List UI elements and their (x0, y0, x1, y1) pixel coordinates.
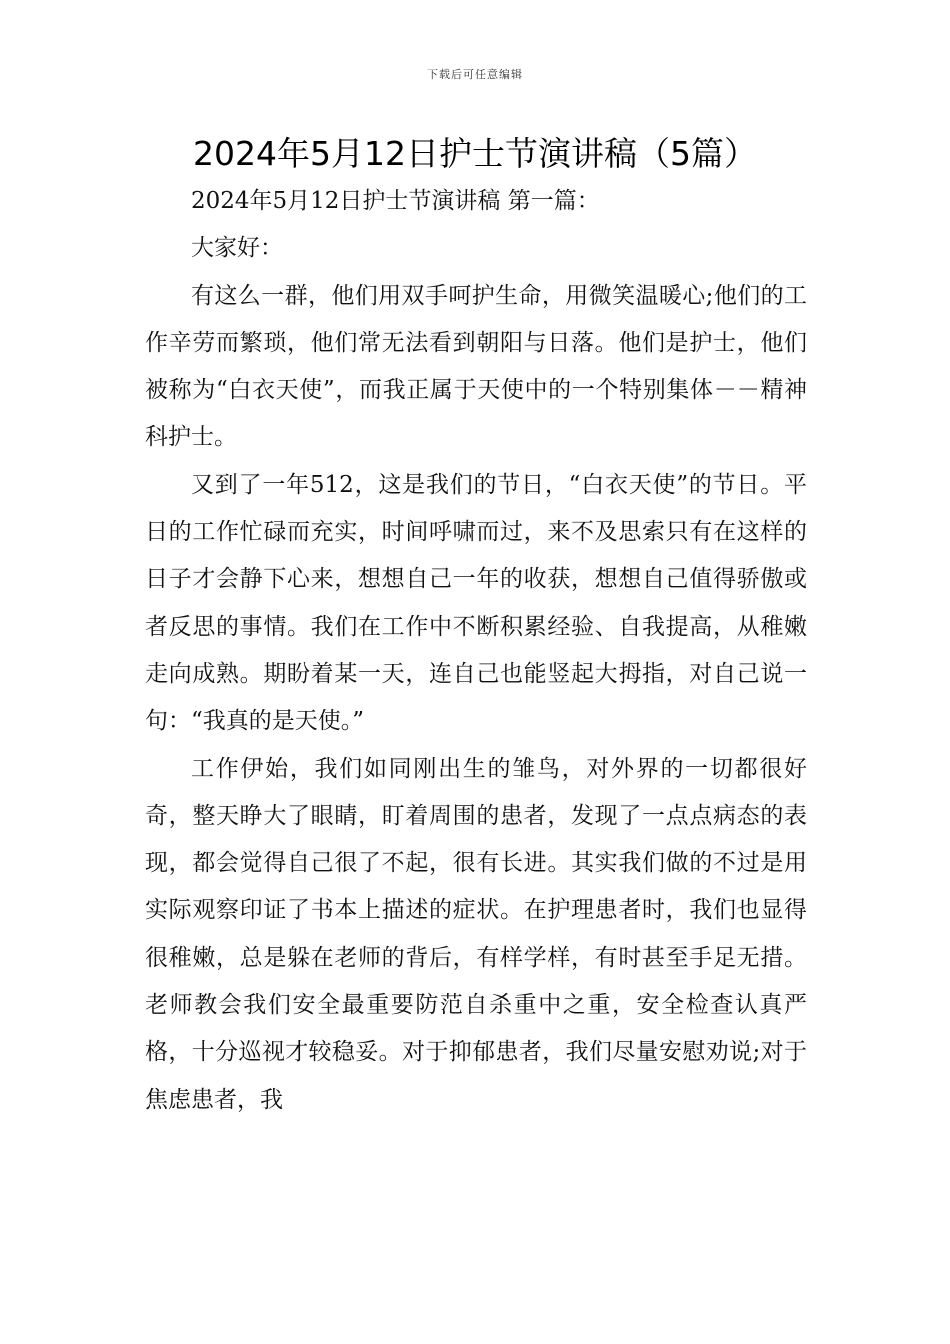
paragraph: 又到了一年512，这是我们的节日，“白衣天使”的节日。平日的工作忙碌而充实，时间呼啸而过，来不及思索只有在这样的日子才会静下心来，想想自己一年的收获，想想自己值得骄傲或者反思的事情。我们在工作中不断积累经验、自我提高，从稚嫩走向成熟。期盼着某一天，连自己也能竖起大拇指，对自己说一句：“我真的是天使。” (145, 471, 807, 735)
document-body (145, 178, 807, 1124)
paragraph: 工作伊始，我们如同刚出生的雏鸟，对外界的一切都很好奇，整天睁大了眼睛，盯着周围的患者，发现了一点点病态的表现，都会觉得自己很了不起，很有长进。其实我们做的不过是用实际观察印证了书本上描述的症状。在护理患者时，我们也显得很稚嫩，总是躲在老师的背后，有样学样，有时甚至手足无措。老师教会我们安全最重要防范自杀重中之重，安全检查认真严格，十分巡视才较稳妥。对于抑郁患者，我们尽量安慰劝说;对于焦虑患者，我 (145, 755, 807, 1113)
subtitle: 2024年5月12日护士节演讲稿 第一篇： (191, 188, 600, 214)
document-title: 2024年5月12日护士节演讲稿（5篇） (193, 134, 757, 173)
header-note: 下载后可任意编辑 (427, 68, 523, 81)
paragraph-greeting: 大家好： (191, 235, 283, 262)
paragraph: 有这么一群，他们用双手呵护生命，用微笑温暖心;他们的工作辛劳而繁琐，他们常无法看到朝阳与日落。他们是护士，他们被称为“白衣天使”，而我正属于天使中的一个特别集体－－精神科护士。 (145, 282, 807, 451)
